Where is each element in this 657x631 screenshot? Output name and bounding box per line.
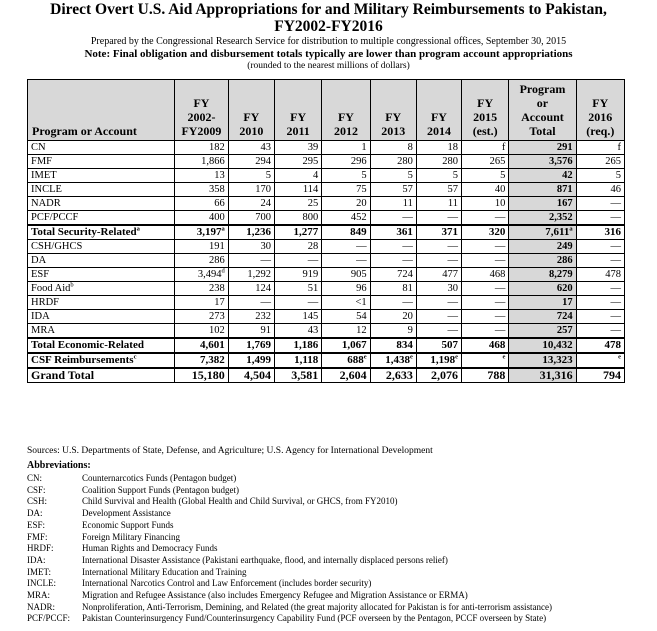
abbreviation-key: ESF: [27, 519, 46, 530]
table-cell: — [370, 211, 416, 226]
table-cell: 46 [576, 183, 624, 197]
table-cell: 788 [462, 368, 509, 383]
table-cell: — [322, 254, 370, 268]
table-cell: 7,611$^a$ [509, 225, 576, 240]
table-cell: — [370, 240, 416, 254]
table-cell: 2,076 [416, 368, 461, 383]
table-cell: 620 [509, 282, 576, 296]
table-cell: 361 [370, 225, 416, 240]
abbreviation-item [27, 532, 632, 544]
table-row [28, 183, 625, 197]
table-cell: 2,604 [322, 368, 370, 383]
table-body [28, 141, 625, 383]
table-cell: 1,186 [274, 338, 321, 353]
table-cell: 794 [576, 368, 624, 383]
table-cell: 13,323 [509, 353, 576, 368]
table-cell: 1,769 [228, 338, 274, 353]
table-cell: — [274, 254, 321, 268]
table-cell: — [416, 310, 461, 324]
header-row [28, 80, 625, 141]
table-cell: 20 [370, 310, 416, 324]
abbreviation-value: Economic Support Funds [82, 519, 174, 530]
table-cell: 249 [509, 240, 576, 254]
table-cell: 468 [462, 338, 509, 353]
table-cell: 3,581 [274, 368, 321, 383]
abbreviation-key: MRA: [27, 590, 51, 601]
abbreviation-key: HRDF: [27, 543, 54, 554]
header-fy2011: FY 2011 [274, 80, 321, 141]
abbreviation-key: DA: [27, 508, 43, 519]
table-cell: 265 [576, 155, 624, 169]
row-label: CSF Reimbursements$^c$ [28, 353, 175, 368]
row-label: IDA [28, 310, 175, 324]
table-cell: 18 [416, 141, 461, 155]
table-cell: 8,279 [509, 268, 576, 282]
abbreviation-value: Pakistan Counterinsurgency Fund/Counterinsurgency Capability Fund (PCF overseen by the Pentagon, PCCF overseen by State) [82, 613, 547, 624]
table-cell: 24 [228, 197, 274, 211]
table-cell: 286 [175, 254, 229, 268]
table-cell: — [462, 310, 509, 324]
table-cell: 320 [462, 225, 509, 240]
table-cell: — [228, 296, 274, 310]
document-title [0, 1, 657, 35]
table-cell: 5 [462, 169, 509, 183]
table-cell: — [462, 240, 509, 254]
abbreviation-value: International Military Education and Training [82, 566, 247, 577]
table-cell: 30 [228, 240, 274, 254]
document-page [0, 1, 657, 631]
table-cell: 15,180 [175, 368, 229, 383]
table-row [28, 141, 625, 155]
table-cell: 191 [175, 240, 229, 254]
abbreviation-key: CN: [27, 473, 43, 483]
row-label: ESF [28, 268, 175, 282]
table-cell: e [462, 353, 509, 368]
table-row [28, 169, 625, 183]
table-cell: 265 [462, 155, 509, 169]
table-cell: 3,576 [509, 155, 576, 169]
table-cell: 75 [322, 183, 370, 197]
abbreviation-value: International Disaster Assistance (Pakistani earthquake, flood, and internally displaced persons relief) [82, 554, 448, 565]
units-note: (rounded to the nearest millions of dollars) [247, 61, 410, 71]
table-cell: — [370, 296, 416, 310]
table-cell: 700 [228, 211, 274, 226]
table-cell: 724 [509, 310, 576, 324]
table-cell: 294 [228, 155, 274, 169]
table-cell: — [462, 324, 509, 339]
row-label: IMET [28, 169, 175, 183]
table-cell: 468 [462, 268, 509, 282]
row-label: FMF [28, 155, 175, 169]
table-cell: — [274, 296, 321, 310]
table-cell: 905 [322, 268, 370, 282]
abbreviation-key: FMF: [27, 531, 48, 542]
table-cell: 31,316 [509, 368, 576, 383]
table-cell: 478 [576, 268, 624, 282]
table-cell: 688e [322, 353, 370, 368]
table-cell: — [462, 282, 509, 296]
abbreviation-value: Child Survival and Health (Global Health and Child Survival, or GHCS, from FY2010) [82, 496, 398, 507]
table-cell: 1,292 [228, 268, 274, 282]
table-cell: 1,499 [228, 353, 274, 368]
row-label: CN [28, 141, 175, 155]
header-fy2016: FY 2016 (req.) [576, 80, 624, 141]
table-cell: 478 [576, 338, 624, 353]
table-cell: 238 [175, 282, 229, 296]
table-cell: — [576, 324, 624, 339]
table-cell: <1 [322, 296, 370, 310]
table-cell: 91 [228, 324, 274, 339]
abbreviation-value: Human Rights and Democracy Funds [82, 543, 218, 554]
table-row [28, 155, 625, 169]
table-cell: 114 [274, 183, 321, 197]
row-label: Grand Total [28, 368, 175, 383]
table-row [28, 353, 625, 368]
table-cell: — [576, 282, 624, 296]
table-cell: 316 [576, 225, 624, 240]
table-cell: 4,504 [228, 368, 274, 383]
table-cell: 8 [370, 141, 416, 155]
table-cell: 286 [509, 254, 576, 268]
table-cell: 10 [462, 197, 509, 211]
abbreviation-key: INCLE: [27, 578, 56, 589]
header-fy2015: FY 2015 (est.) [462, 80, 509, 141]
abbreviation-item [27, 613, 632, 625]
table-row [28, 310, 625, 324]
table-cell: 54 [322, 310, 370, 324]
table-row [28, 211, 625, 226]
table-cell: — [416, 324, 461, 339]
table-cell: — [416, 296, 461, 310]
table-cell: 849 [322, 225, 370, 240]
table-cell: 30 [416, 282, 461, 296]
table-cell: 167 [509, 197, 576, 211]
table-cell: 834 [370, 338, 416, 353]
table-cell: 257 [509, 324, 576, 339]
table-cell: — [462, 296, 509, 310]
table-cell: 182 [175, 141, 229, 155]
row-label: INCLE [28, 183, 175, 197]
table-cell: 102 [175, 324, 229, 339]
table-cell: 919 [274, 268, 321, 282]
table-cell: 5 [416, 169, 461, 183]
table-cell: 1,866 [175, 155, 229, 169]
table-row [28, 338, 625, 353]
table-cell: — [576, 197, 624, 211]
table-cell: 295 [274, 155, 321, 169]
title-line-1: Direct Overt U.S. Aid Appropriations for and Military Reimbursements to Pakistan, [50, 1, 607, 18]
table-cell: 57 [416, 183, 461, 197]
table-cell: 2,633 [370, 368, 416, 383]
abbreviation-item [27, 508, 632, 520]
table-cell: 170 [228, 183, 274, 197]
table-cell: 1,277 [274, 225, 321, 240]
abbreviations-list [27, 473, 632, 625]
title-line-2: FY2002-FY2016 [274, 18, 383, 35]
table-cell: 452 [322, 211, 370, 226]
table-cell: 871 [509, 183, 576, 197]
table-cell: 3,197$^a$ [175, 225, 229, 240]
header-fy2013: FY 2013 [370, 80, 416, 141]
table-cell: 43 [228, 141, 274, 155]
table-cell: 13 [175, 169, 229, 183]
table-cell: 42 [509, 169, 576, 183]
table-cell: — [322, 240, 370, 254]
table-row [28, 296, 625, 310]
aid-table [27, 79, 625, 383]
table-row [28, 268, 625, 282]
table-cell: 507 [416, 338, 461, 353]
table-row [28, 324, 625, 339]
row-label: CSH/GHCS [28, 240, 175, 254]
abbreviation-value: Coalition Support Funds (Pentagon budget) [82, 484, 239, 495]
table-cell: e [576, 353, 624, 368]
abbreviation-value: Nonproliferation, Anti-Terrorism, Demining, and Related (the great majority allocated for Pakistan is for anti-terrorism assistance) [82, 601, 552, 612]
table-cell: 28 [274, 240, 321, 254]
row-label: NADR [28, 197, 175, 211]
table-cell: — [576, 310, 624, 324]
abbreviation-key: CSH: [27, 496, 48, 507]
table-cell: 10,432 [509, 338, 576, 353]
row-label: MRA [28, 324, 175, 339]
table-cell: 273 [175, 310, 229, 324]
table-cell: 1,118 [274, 353, 321, 368]
table-cell: 25 [274, 197, 321, 211]
table-cell: — [576, 254, 624, 268]
table-cell: — [576, 240, 624, 254]
table-cell: f [576, 141, 624, 155]
subtitle: Prepared by the Congressional Research Service for distribution to multiple congressional offices, September 30, 2015 [90, 36, 567, 47]
table-cell: 477 [416, 268, 461, 282]
table-cell: 39 [274, 141, 321, 155]
table-cell: — [462, 211, 509, 226]
abbreviation-key: IDA: [27, 554, 46, 565]
table-cell: 96 [322, 282, 370, 296]
header-program: Program or Account [28, 80, 175, 141]
abbreviation-value: Foreign Military Financing [82, 531, 180, 542]
abbreviation-value: Counternarcotics Funds (Pentagon budget) [82, 473, 237, 483]
table-cell: 145 [274, 310, 321, 324]
abbreviation-item [27, 590, 632, 602]
table-cell: 1 [322, 141, 370, 155]
table-cell: 232 [228, 310, 274, 324]
abbreviation-value: International Narcotics Control and Law Enforcement (includes border security) [82, 578, 372, 589]
row-label: Total Security-Related$^a$ [28, 225, 175, 240]
table-cell: 358 [175, 183, 229, 197]
table-cell: 124 [228, 282, 274, 296]
table-cell: 1,067 [322, 338, 370, 353]
table-cell: 5 [370, 169, 416, 183]
header-fy2012: FY 2012 [322, 80, 370, 141]
table-cell: 17 [175, 296, 229, 310]
table-row [28, 282, 625, 296]
table-cell: — [416, 240, 461, 254]
header-fy2014: FY 2014 [416, 80, 461, 141]
sources-note: Sources: U.S. Departments of State, Defense, and Agriculture; U.S. Agency for International Development [27, 446, 433, 456]
table-cell: 66 [175, 197, 229, 211]
table-cell: 400 [175, 211, 229, 226]
abbreviation-item [27, 567, 632, 579]
table-cell: 40 [462, 183, 509, 197]
table-cell: 5 [228, 169, 274, 183]
header-fy2002-2009: FY 2002- FY2009 [175, 80, 229, 141]
abbreviation-item [27, 555, 632, 567]
table-cell: 1,198e [416, 353, 461, 368]
table-cell: 280 [370, 155, 416, 169]
table-cell: 724 [370, 268, 416, 282]
table-row [28, 240, 625, 254]
abbreviation-key: IMET: [27, 566, 52, 577]
table-cell: — [462, 254, 509, 268]
table-cell: 81 [370, 282, 416, 296]
note: Note: Final obligation and disbursement totals typically are lower than program account appropriations [84, 48, 573, 60]
table-cell: — [576, 211, 624, 226]
row-label: DA [28, 254, 175, 268]
abbreviation-item [27, 578, 632, 590]
table-cell: 11 [370, 197, 416, 211]
table-cell: 1,236 [228, 225, 274, 240]
header-fy2010: FY 2010 [228, 80, 274, 141]
row-label: HRDF [28, 296, 175, 310]
header-total: Program or Account Total [509, 80, 576, 141]
abbreviation-value: Development Assistance [82, 508, 171, 519]
abbreviation-key: PCF/PCCF: [27, 613, 71, 624]
row-label: PCF/PCCF [28, 211, 175, 226]
table-cell: 51 [274, 282, 321, 296]
table-cell: 371 [416, 225, 461, 240]
table-cell: 11 [416, 197, 461, 211]
abbreviation-key: CSF: [27, 484, 46, 495]
abbreviation-item [27, 520, 632, 532]
table-cell: 5 [576, 169, 624, 183]
table-cell: 2,352 [509, 211, 576, 226]
table-cell: 800 [274, 211, 321, 226]
row-label: Food Aid$^b$ [28, 282, 175, 296]
table-cell: 57 [370, 183, 416, 197]
table-cell: 291 [509, 141, 576, 155]
table-row [28, 225, 625, 240]
table-cell: 296 [322, 155, 370, 169]
table-cell: 5 [322, 169, 370, 183]
table-cell: 4,601 [175, 338, 229, 353]
abbreviation-item [27, 473, 632, 485]
abbreviation-item [27, 602, 632, 614]
table-cell: 4 [274, 169, 321, 183]
table-cell: 20 [322, 197, 370, 211]
table-cell: — [228, 254, 274, 268]
table-cell: 7,382 [175, 353, 229, 368]
row-label: Total Economic-Related [28, 338, 175, 353]
table-cell: 280 [416, 155, 461, 169]
table-cell: f [462, 141, 509, 155]
table-cell: 3,494$^d$ [175, 268, 229, 282]
abbreviation-value: Migration and Refugee Assistance (also includes Emergency Refugee and Migration Assistance or ERMA) [82, 590, 468, 601]
table-row [28, 254, 625, 268]
table-cell: — [416, 211, 461, 226]
table-cell: — [370, 254, 416, 268]
table-cell: 9 [370, 324, 416, 339]
table-cell: 12 [322, 324, 370, 339]
abbreviation-key: NADR: [27, 601, 56, 612]
table-cell: — [416, 254, 461, 268]
table-row [28, 197, 625, 211]
abbreviation-item [27, 485, 632, 497]
table-cell: — [576, 296, 624, 310]
abbreviations-title: Abbreviations: [27, 460, 91, 471]
table-cell: 17 [509, 296, 576, 310]
table-cell: 43 [274, 324, 321, 339]
abbreviation-item [27, 496, 632, 508]
table-row [28, 368, 625, 383]
abbreviation-item [27, 543, 632, 555]
table-cell: 1,438e [370, 353, 416, 368]
